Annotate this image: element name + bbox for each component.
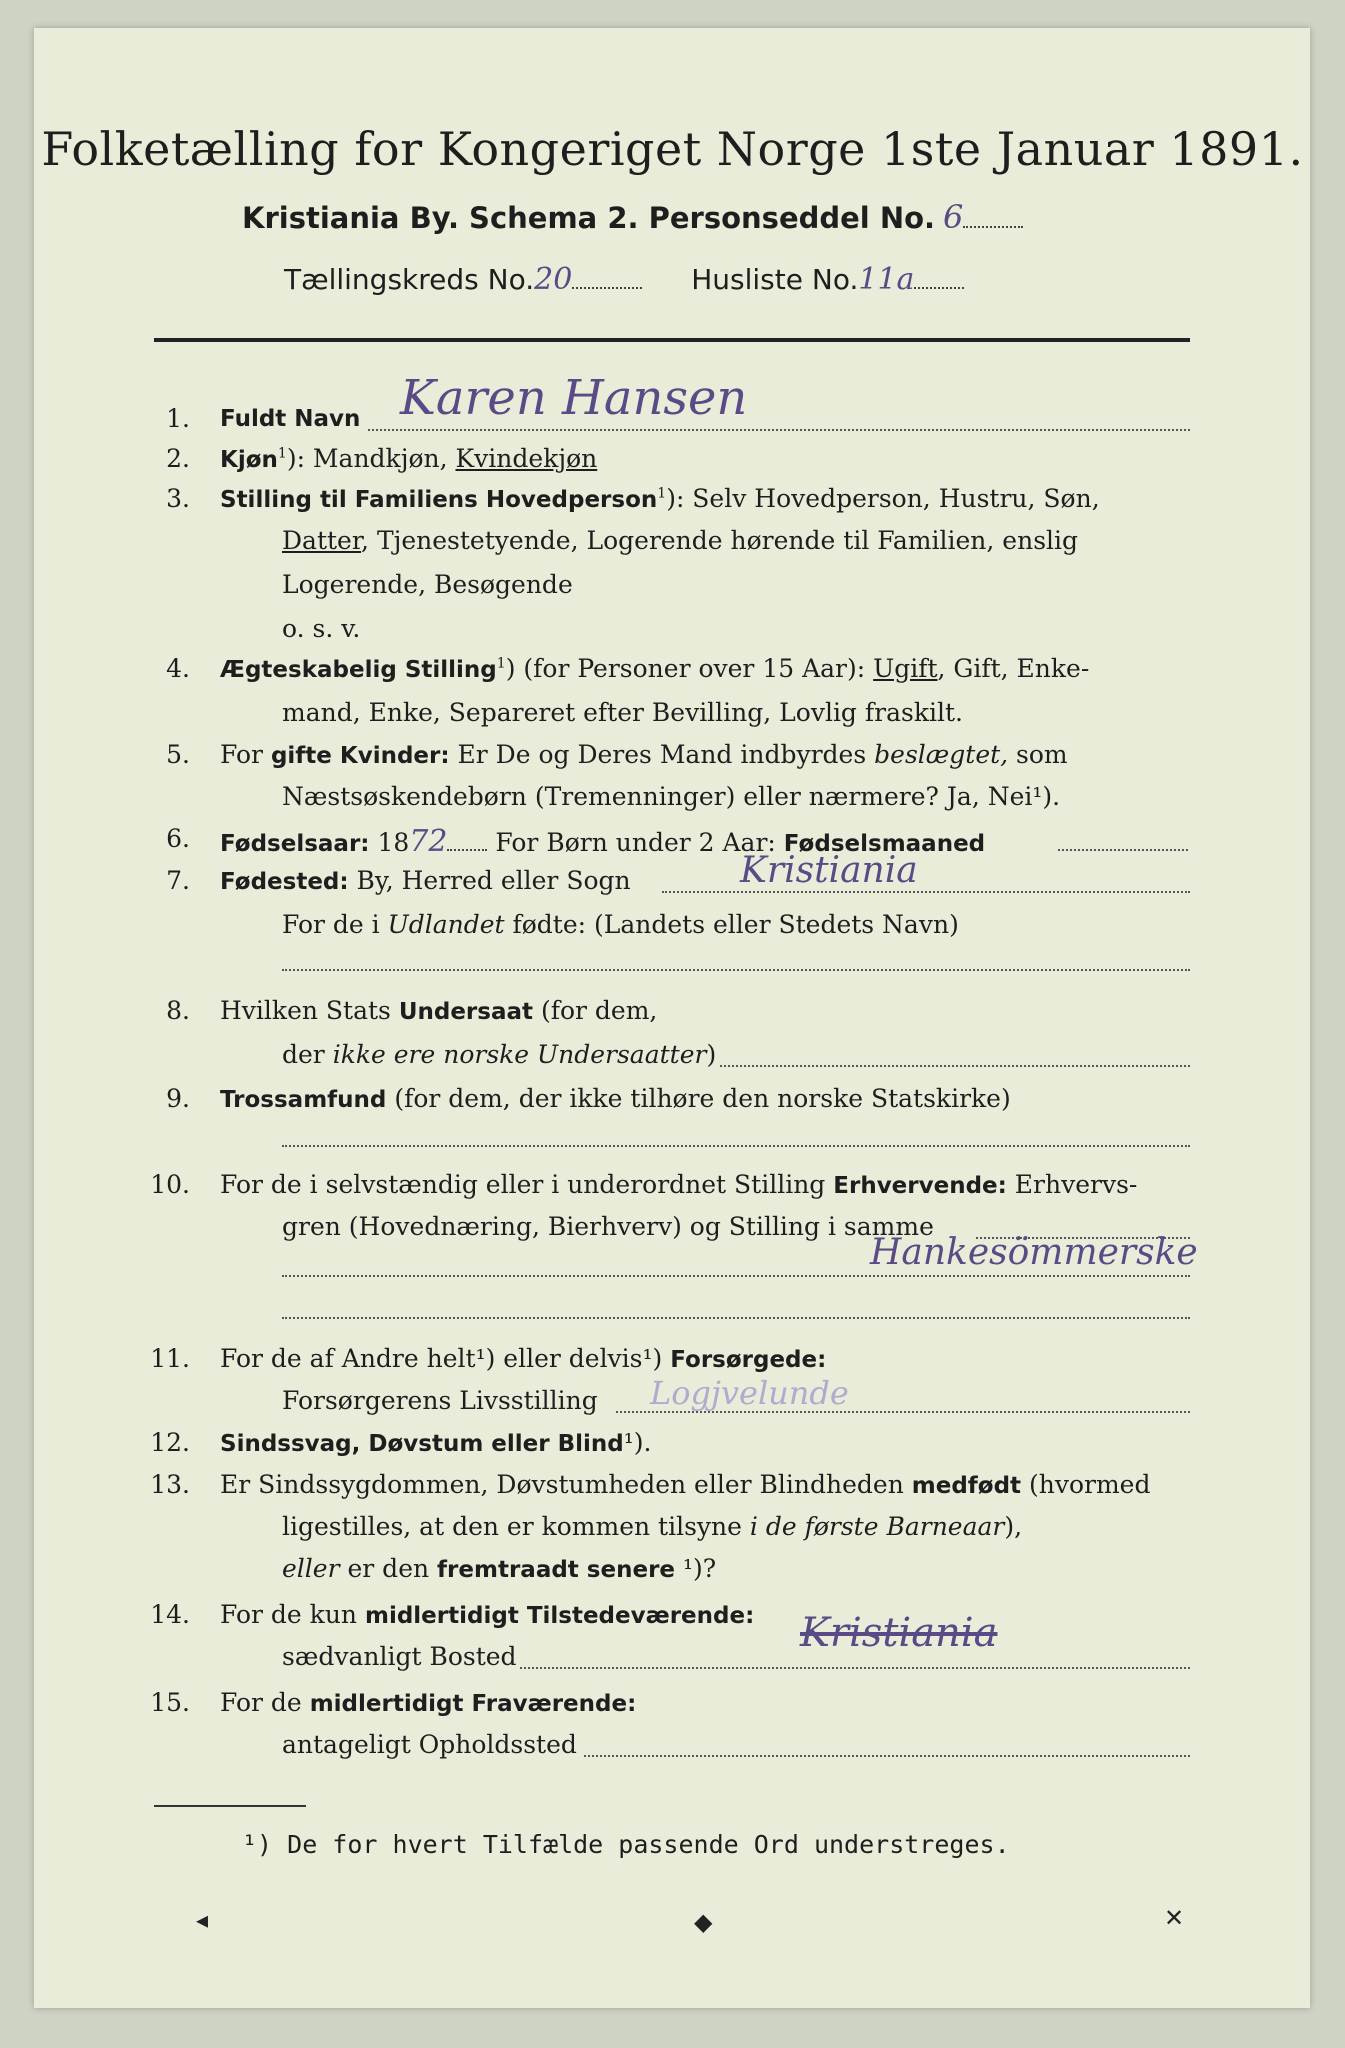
option-text: ¹). bbox=[623, 1428, 652, 1457]
option-text: ¹)? bbox=[675, 1554, 717, 1583]
option-text: Hvilken Stats bbox=[220, 996, 399, 1025]
item-label: Sindssvag, Døvstum eller Blind bbox=[220, 1431, 624, 1457]
italic-text: i de første Barneaar bbox=[749, 1512, 1005, 1541]
option-text: , Gift, Enke- bbox=[937, 654, 1090, 683]
italic-text: ikke ere norske Undersaatter bbox=[332, 1040, 707, 1069]
option-text: For de kun bbox=[220, 1600, 365, 1629]
header-rule bbox=[154, 338, 1190, 342]
footnote-rule bbox=[154, 1805, 306, 1807]
corner-mark-left: ◂ bbox=[196, 1906, 209, 1934]
item-text bbox=[282, 1040, 716, 1069]
occupation-fill-2 bbox=[282, 1274, 1190, 1277]
item-label: Forsørgede: bbox=[670, 1347, 827, 1373]
handwritten-birthplace: Kristiania bbox=[740, 850, 918, 891]
option-text: For de i selvstændig eller i underordnet Stilling bbox=[220, 1170, 834, 1199]
personseddel-fill bbox=[963, 204, 1023, 228]
form-title: Folketælling for Kongeriget Norge 1ste Januar 1891. bbox=[41, 122, 1304, 176]
footnote-ref: 1 bbox=[496, 655, 506, 672]
item-label: Stilling til Familiens Hovedperson bbox=[220, 487, 658, 513]
item-text bbox=[220, 654, 1089, 683]
item-text: mand, Enke, Separeret efter Bevilling, Lovlig fraskilt. bbox=[282, 698, 963, 727]
handwritten-occupation: Hankesömmerske bbox=[870, 1232, 1198, 1273]
item-number: 8. bbox=[166, 996, 190, 1025]
year-fill bbox=[447, 827, 487, 851]
option-text: Er De og Deres Mand indbyrdes bbox=[449, 740, 875, 769]
option-text: fødte: (Landets eller Stedets Navn) bbox=[504, 910, 959, 939]
item-label: gifte Kvinder: bbox=[270, 743, 450, 769]
option-text: Er Sindssygdommen, Døvstumheden eller Blindheden bbox=[220, 1470, 912, 1499]
underlined-option: Datter bbox=[282, 526, 362, 555]
handwritten-full-name: Karen Hansen bbox=[400, 370, 748, 426]
option-text: er den bbox=[339, 1554, 438, 1583]
handwritten-birth-year: 72 bbox=[409, 824, 448, 859]
item-text: Forsørgerens Livsstilling bbox=[282, 1386, 598, 1415]
italic-text: eller bbox=[282, 1554, 340, 1583]
item-text: antageligt Opholdssted bbox=[282, 1730, 577, 1759]
whereabouts-fill bbox=[584, 1754, 1190, 1757]
name-fill-line bbox=[368, 428, 1190, 431]
item-text: gren (Hovednæring, Bierhverv) og Stilling i samme bbox=[282, 1212, 934, 1241]
center-mark: ◆ bbox=[694, 1908, 713, 1936]
occupation-fill-3 bbox=[282, 1316, 1190, 1319]
item-label: midlertidigt Tilstedeværende: bbox=[364, 1603, 755, 1629]
item-number: 2. bbox=[166, 444, 190, 473]
personseddel-number: 6 bbox=[943, 198, 964, 236]
item-text bbox=[282, 910, 959, 939]
item-number: 15. bbox=[150, 1688, 190, 1717]
item-text: sædvanligt Bosted bbox=[282, 1642, 517, 1671]
option-text: , Tjenestetyende, Logerende hørende til Familien, enslig bbox=[361, 526, 1079, 555]
item-number: 11. bbox=[150, 1344, 190, 1373]
option-text: For bbox=[220, 740, 271, 769]
option-text: ligestilles, at den er kommen tilsyne bbox=[282, 1512, 750, 1541]
item-number: 14. bbox=[150, 1600, 190, 1629]
underlined-option: Ugift bbox=[873, 654, 938, 683]
option-text: ) (for Personer over 15 Aar): bbox=[505, 654, 874, 683]
taellingskreds-fill bbox=[572, 265, 642, 289]
item-label: medfødt bbox=[911, 1473, 1022, 1499]
husliste-fill bbox=[914, 265, 964, 289]
italic-text: beslægtet, bbox=[874, 740, 1009, 769]
option-text: ), bbox=[1004, 1512, 1023, 1541]
option-text: ): Selv Hovedperson, Hustru, Søn, bbox=[666, 484, 1100, 513]
item-text: Næstsøskendebørn (Tremenninger) eller nærmere? Ja, Nei¹). bbox=[282, 782, 1061, 811]
item-number: 3. bbox=[166, 484, 190, 513]
item-label: Ægteskabelig Stilling bbox=[220, 657, 497, 683]
item-text bbox=[220, 1600, 754, 1629]
husliste-value: 11a bbox=[858, 262, 915, 297]
item-number: 12. bbox=[150, 1428, 190, 1457]
item-label: Fødselsaar: bbox=[220, 831, 370, 857]
item-text bbox=[220, 1170, 1137, 1199]
option-text: For de bbox=[220, 1688, 310, 1717]
option-text: ) bbox=[706, 1040, 717, 1069]
item-number: 9. bbox=[166, 1084, 190, 1113]
item-number: 13. bbox=[150, 1470, 190, 1499]
item-label: fremtraadt senere bbox=[437, 1557, 676, 1583]
option-text: (for dem, der ikke tilhøre den norske Statskirke) bbox=[386, 1084, 1011, 1113]
item-text bbox=[220, 484, 1100, 513]
schema-line: Kristiania By. Schema 2. Personseddel No. bbox=[242, 201, 936, 235]
item-text: Logerende, Besøgende bbox=[282, 570, 573, 599]
residence-fill bbox=[520, 1666, 1190, 1669]
item-number: 6. bbox=[166, 824, 190, 853]
item-text bbox=[282, 1554, 716, 1583]
item-number: 7. bbox=[166, 866, 190, 895]
option-text: ): Mandkjøn, bbox=[286, 444, 456, 473]
item-text bbox=[220, 1084, 1011, 1113]
year-prefix: 18 bbox=[369, 828, 410, 857]
item-label: Fødselsmaaned bbox=[783, 831, 986, 857]
taellingskreds-label: Tællingskreds No. bbox=[284, 263, 535, 296]
option-text: der bbox=[282, 1040, 333, 1069]
item-text bbox=[282, 1512, 1022, 1541]
item-text bbox=[220, 1428, 652, 1457]
item-text bbox=[220, 866, 631, 895]
husliste-label: Husliste No. bbox=[691, 263, 859, 296]
italic-text: Udlandet bbox=[387, 910, 505, 939]
item-label: Undersaat bbox=[398, 999, 533, 1025]
foreign-birthplace-fill bbox=[282, 968, 1190, 971]
option-text: For Børn under 2 Aar: bbox=[487, 828, 784, 857]
item-label: Fuldt Navn bbox=[220, 406, 361, 432]
item-text bbox=[220, 996, 657, 1025]
item-number: 4. bbox=[166, 654, 190, 683]
item-text: o. s. v. bbox=[282, 614, 361, 643]
item-text bbox=[220, 1470, 1150, 1499]
religion-fill bbox=[282, 1144, 1190, 1147]
item-label: Kjøn bbox=[220, 447, 278, 473]
citizenship-fill bbox=[720, 1064, 1190, 1067]
option-text: By, Herred eller Sogn bbox=[348, 866, 631, 895]
option-text: For de i bbox=[282, 910, 388, 939]
item-text bbox=[220, 740, 1068, 769]
footnote: ¹) De for hvert Tilfælde passende Ord understreges. bbox=[242, 1830, 1010, 1859]
form-subtitle bbox=[242, 198, 1023, 236]
item-number: 10. bbox=[150, 1170, 190, 1199]
item-label: Trossamfund bbox=[220, 1087, 387, 1113]
corner-mark-right: ✕ bbox=[1164, 1904, 1185, 1932]
birth-month-fill bbox=[1058, 848, 1188, 851]
option-text: (for dem, bbox=[533, 996, 658, 1025]
handwritten-provider-faint: Logjvelunde bbox=[650, 1374, 849, 1412]
item-number: 5. bbox=[166, 740, 190, 769]
handwritten-residence-struck: Kristiania bbox=[800, 1610, 998, 1656]
item-text bbox=[282, 526, 1078, 555]
item-text bbox=[220, 1344, 826, 1373]
item-number: 1. bbox=[166, 404, 190, 433]
item-label: midlertidigt Fraværende: bbox=[309, 1691, 637, 1717]
item-text bbox=[220, 444, 597, 473]
footnote-ref: 1 bbox=[277, 445, 287, 462]
item-label: Erhvervende: bbox=[833, 1173, 1007, 1199]
taellingskreds-value: 20 bbox=[534, 262, 573, 297]
option-text: (hvormed bbox=[1021, 1470, 1151, 1499]
option-text: Erhvervs- bbox=[1006, 1170, 1138, 1199]
option-text: For de af Andre helt¹) eller delvis¹) bbox=[220, 1344, 671, 1373]
underlined-option: Kvindekjøn bbox=[455, 444, 598, 473]
item-text bbox=[220, 1688, 636, 1717]
item-label: Fødested: bbox=[220, 869, 349, 895]
footnote-ref: 1 bbox=[657, 485, 667, 502]
option-text: som bbox=[1008, 740, 1068, 769]
count-district-line bbox=[284, 262, 964, 297]
